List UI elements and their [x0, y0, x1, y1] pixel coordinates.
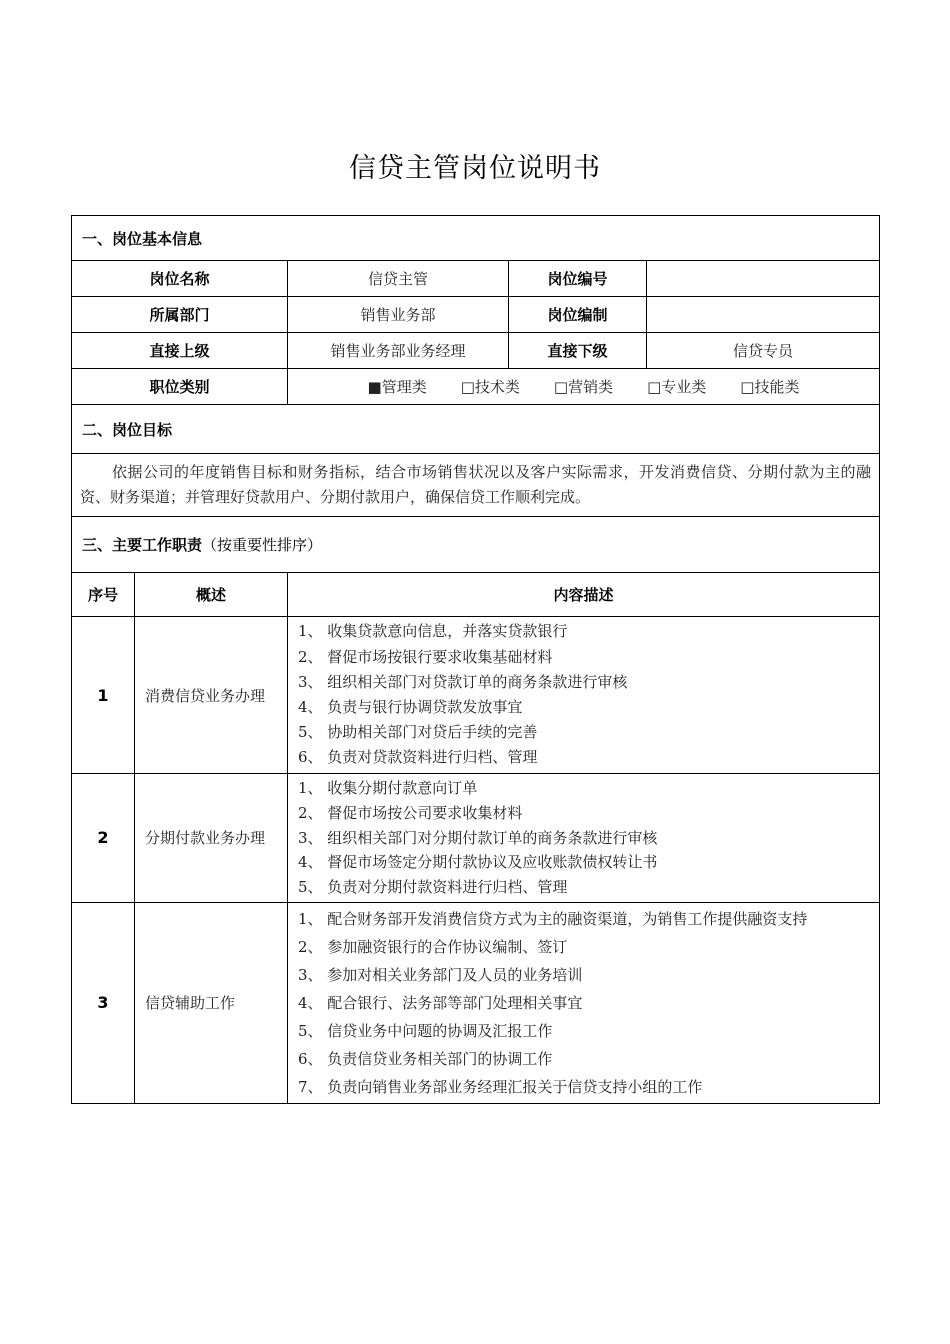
- list-item: 3、 组织相关部门对分期付款订单的商务条款进行审核: [298, 828, 658, 847]
- category-option-skill: □技能类: [740, 378, 800, 396]
- category-option-marketing: □营销类: [553, 378, 614, 396]
- list-item: 7、 负责向销售业务部业务经理汇报关于信贷支持小组的工作: [298, 1077, 703, 1096]
- department-label: 所属部门: [72, 297, 288, 333]
- section-title-basic: 一、岗位基本信息: [72, 216, 880, 261]
- list-item: 2、 参加融资银行的合作协议编制、签订: [298, 937, 568, 956]
- section-row-goal: [72, 405, 880, 454]
- category-label: 职位类别: [72, 369, 288, 405]
- duty-no: 1: [72, 617, 135, 774]
- section-title-duties-text: 三、主要工作职责: [82, 536, 203, 554]
- list-item: 2、 督促市场按公司要求收集材料: [298, 803, 523, 822]
- list-item: 2、 督促市场按银行要求收集基础材料: [298, 647, 553, 666]
- headcount-value: [647, 297, 880, 333]
- section-row-duties: [72, 517, 880, 573]
- list-item: 3、 组织相关部门对贷款订单的商务条款进行审核: [298, 672, 628, 691]
- list-item: 4、 负责与银行协调贷款发放事宜: [298, 698, 523, 716]
- goal-row: [72, 454, 880, 517]
- position-name-value: 信贷主管: [288, 261, 509, 297]
- table-row: [72, 902, 880, 1103]
- header-content: 内容描述: [288, 573, 880, 617]
- list-item: 3、 参加对相关业务部门及人员的业务培训: [298, 965, 583, 984]
- info-row-category: [72, 369, 880, 405]
- info-row-name: [72, 261, 880, 297]
- duty-summary: 分期付款业务办理: [135, 774, 288, 903]
- superior-label: 直接上级: [72, 333, 288, 369]
- list-item: 5、 信贷业务中问题的协调及汇报工作: [298, 1021, 553, 1040]
- table-row: [72, 617, 880, 774]
- position-name-label: 岗位名称: [72, 261, 288, 297]
- category-options: [288, 369, 880, 405]
- headcount-label: 岗位编制: [509, 297, 647, 333]
- list-item: 5、 负责对分期付款资料进行归档、管理: [298, 878, 568, 897]
- category-option-technical: □技术类: [460, 378, 520, 396]
- duty-items: [288, 902, 880, 1103]
- duty-no: 2: [72, 774, 135, 903]
- table-row: [72, 774, 880, 903]
- duty-items: [288, 774, 880, 903]
- duty-no: 3: [72, 902, 135, 1103]
- list-item: 1、 配合财务部开发消费信贷方式为主的融资渠道，为销售工作提供融资支持: [298, 909, 808, 928]
- page-title: 信贷主管岗位说明书: [349, 153, 601, 184]
- goal-text: 依据公司的年度销售目标和财务指标，结合市场销售状况以及客户实际需求，开发消费信贷、分期付款为主的融资、财务渠道；并管理好贷款用户、分期付款用户，确保信贷工作顺利完成。: [72, 454, 880, 517]
- category-option-professional: □专业类: [647, 378, 707, 396]
- duty-summary: 消费信贷业务办理: [135, 617, 288, 774]
- subordinate-value: 信贷专员: [647, 333, 880, 369]
- list-item: 6、 负责对贷款资料进行归档、管理: [298, 748, 538, 767]
- duty-summary: 信贷辅助工作: [135, 902, 288, 1103]
- header-summary: 概述: [135, 573, 288, 617]
- position-code-label: 岗位编号: [509, 261, 647, 297]
- duty-items: [288, 617, 880, 774]
- header-no: 序号: [72, 573, 135, 617]
- subordinate-label: 直接下级: [509, 333, 647, 369]
- list-item: 4、 督促市场签定分期付款协议及应收账款债权转让书: [298, 853, 658, 872]
- department-value: 销售业务部: [288, 297, 509, 333]
- list-item: 1、 收集贷款意向信息，并落实贷款银行: [298, 622, 568, 641]
- section-title-goal: 二、岗位目标: [72, 405, 880, 454]
- duties-header-row: [72, 573, 880, 617]
- info-row-dept: [72, 297, 880, 333]
- superior-value: 销售业务部业务经理: [288, 333, 509, 369]
- list-item: 1、 收集分期付款意向订单: [298, 779, 478, 797]
- list-item: 5、 协助相关部门对贷后手续的完善: [298, 723, 538, 742]
- info-row-reporting: [72, 333, 880, 369]
- position-code-value: [647, 261, 880, 297]
- category-option-management: ■管理类: [367, 378, 427, 396]
- job-description-table: [71, 215, 880, 1104]
- list-item: 6、 负责信贷业务相关部门的协调工作: [298, 1049, 553, 1068]
- list-item: 4、 配合银行、法务部等部门处理相关事宜: [298, 993, 583, 1012]
- section-title-duties-note: （按重要性排序）: [202, 536, 323, 554]
- section-title-duties: [72, 517, 880, 573]
- section-row-basic: [72, 216, 880, 261]
